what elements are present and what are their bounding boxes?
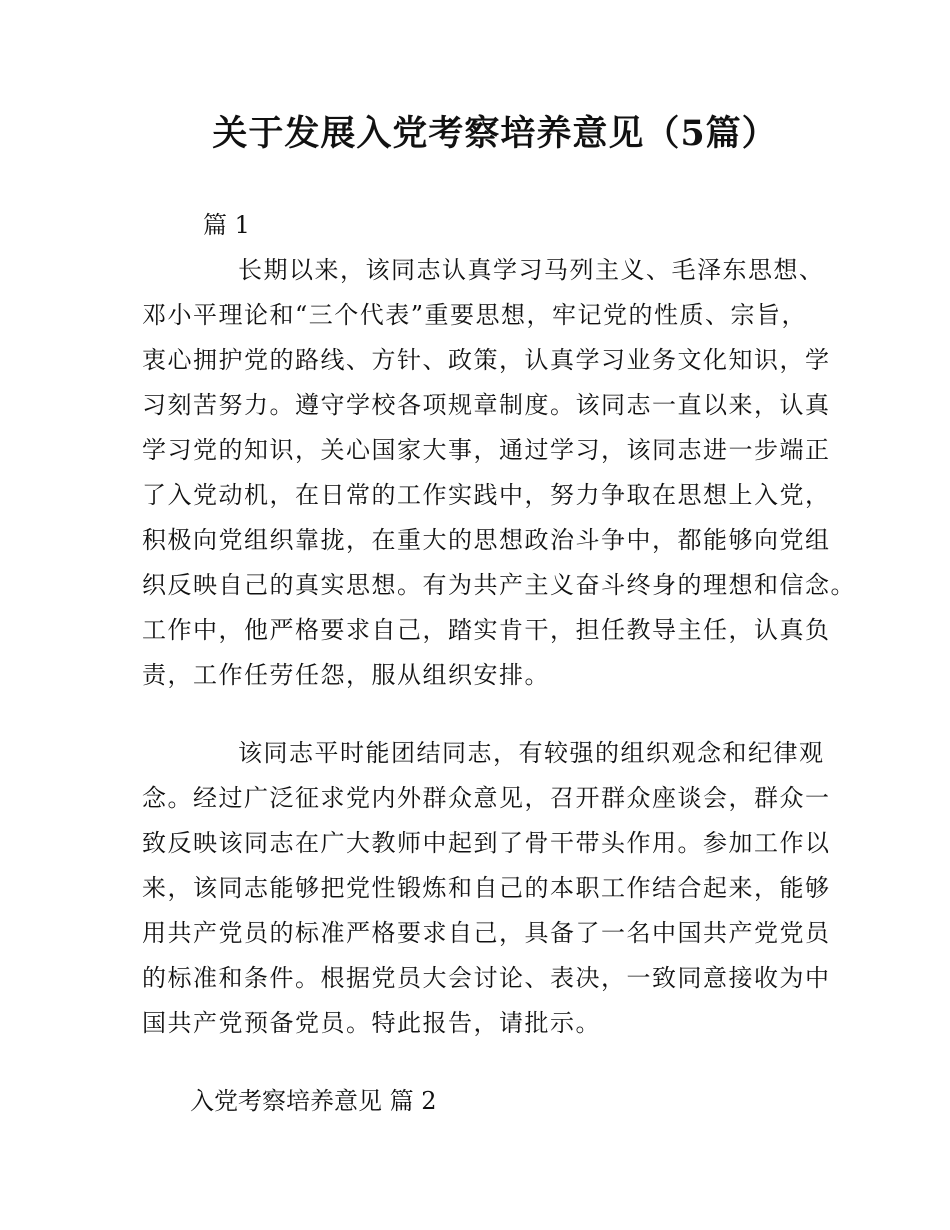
paragraph-line: 国共产党预备党员。特此报告，请批示。: [142, 1009, 601, 1037]
paragraph-line: 的标准和条件。根据党员大会讨论、表决，一致同意接收为中: [142, 964, 831, 992]
paragraph-line: 念。经过广泛征求党内外群众意见，召开群众座谈会，群众一: [142, 784, 831, 812]
paragraph-line: 学习党的知识，关心国家大事，通过学习，该同志进一步端正: [142, 436, 831, 464]
paragraph-line: 邓小平理论和“三个代表”重要思想，牢记党的性质、宗旨，: [142, 301, 808, 329]
paragraph-line: 责，工作任劳任怨，服从组织安排。: [142, 661, 550, 689]
paragraph-line: 积极向党组织靠拢，在重大的思想政治斗争中，都能够向党组: [142, 526, 831, 554]
paragraph-line: 习刻苦努力。遵守学校各项规章制度。该同志一直以来，认真: [142, 391, 831, 419]
paragraph-line: 工作中，他严格要求自己，踏实肯干，担任教导主任，认真负: [142, 616, 831, 644]
paragraph-line: 了入党动机，在日常的工作实践中，努力争取在思想上入党，: [142, 481, 831, 509]
section-heading-1: 篇 1: [203, 211, 250, 239]
paragraph-line: 该同志平时能团结同志，有较强的组织观念和纪律观: [238, 739, 825, 767]
paragraph-line: 致反映该同志在广大教师中起到了骨干带头作用。参加工作以: [142, 829, 831, 857]
paragraph-line: 衷心拥护党的路线、方针、政策，认真学习业务文化知识，学: [142, 346, 831, 374]
paragraph-line: 织反映自己的真实思想。有为共产主义奋斗终身的理想和信念。: [142, 571, 856, 599]
document-title: 关于发展入党考察培养意见（5篇）: [212, 113, 778, 154]
section-heading-2: 入党考察培养意见 篇 2: [190, 1087, 437, 1115]
paragraph-line: 长期以来，该同志认真学习马列主义、毛泽东思想、: [238, 256, 825, 284]
paragraph-line: 用共产党员的标准严格要求自己，具备了一名中国共产党党员: [142, 919, 831, 947]
paragraph-line: 来，该同志能够把党性锻炼和自己的本职工作结合起来，能够: [142, 874, 831, 902]
